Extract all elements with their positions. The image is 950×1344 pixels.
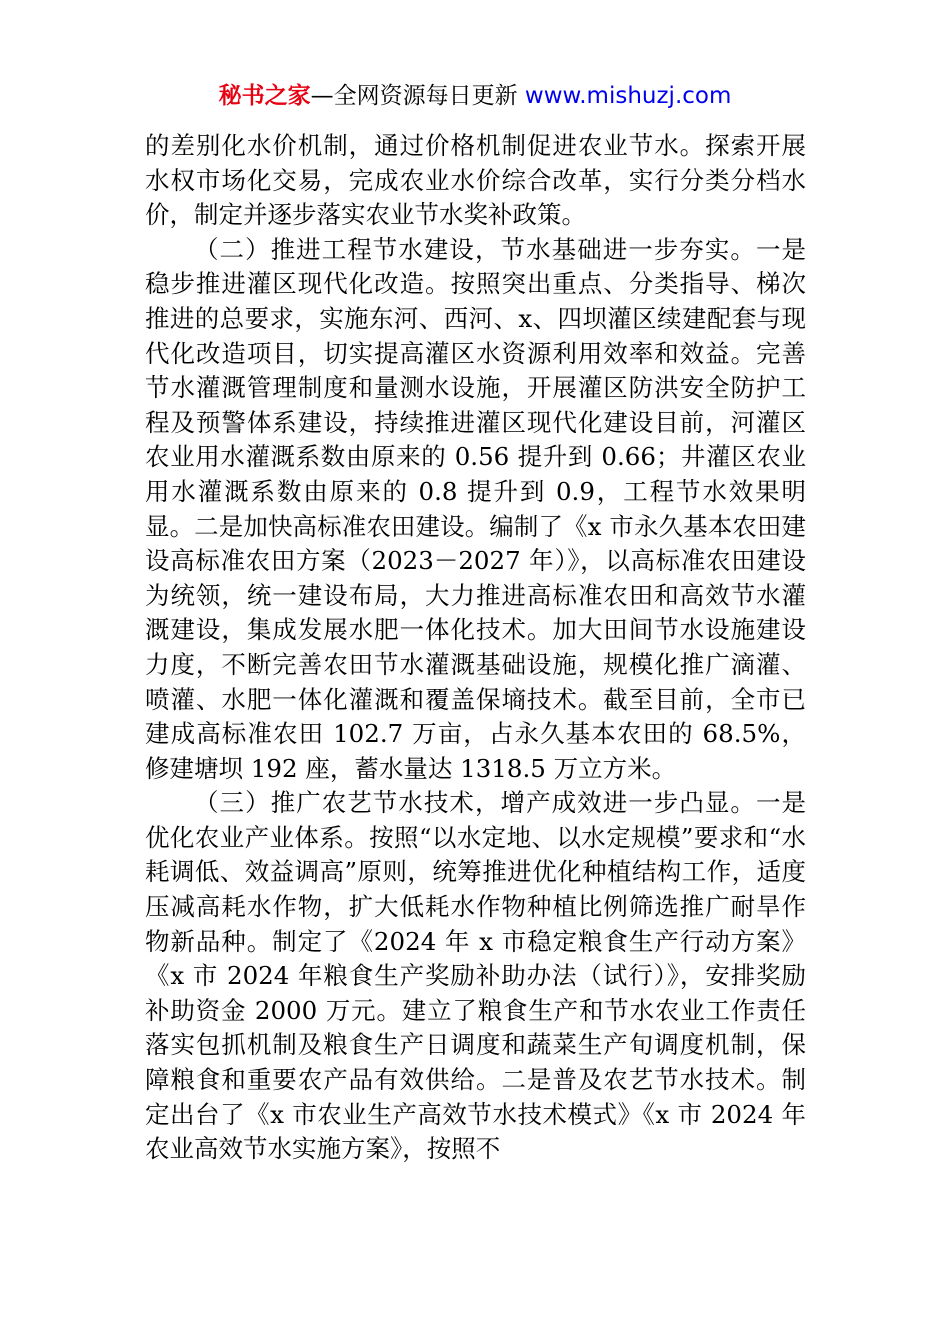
site-brand: 秘书之家 [218, 83, 311, 109]
paragraph-continued: 的差别化水价机制，通过价格机制促进农业节水。探索开展水权市场化交易，完成农业水价综合改革，实行分类分档水价，制定并逐步落实农业节水奖补政策。 [145, 131, 806, 230]
document-body [145, 129, 806, 1167]
site-url-link[interactable]: www.mishuzj.com [524, 83, 732, 109]
paragraph-engineering-water-saving: （二）推进工程节水建设，节水基础进一步夯实。一是稳步推进灌区现代化改造。按照突出重点、分类指导、梯次推进的总要求，实施东河、西河、x、四坝灌区续建配套与现代化改造项目，切实提高灌区水资源利用效率和效益。完善节水灌溉管理制度和量测水设施，开展灌区防洪安全防护工程及预警体系建设，持续推进灌区现代化建设目前，河灌区农业用水灌溉系数由原来的 0.56 提升到 0.66；井灌区农业用水灌溉系数由原来的 0.8 提升到 0.9，工程节水效果明显。二是加快高标准农田建设。编制了《x 市永久基本农田建设高标准农田方案（2023－2027 年）》，以高标准农田建设为统领，统一建设布局，大力推进高标准农田和高效节水灌溉建设，集成发展水肥一体化技术。加大田间节水设施建设力度，不断完善农田节水灌溉基础设施，规模化推广滴灌、喷灌、水肥一体化灌溉和覆盖保墒技术。截至目前，全市已建成高标准农田 102.7 万亩，占永久基本农田的 68.5%，修建塘坝 192 座，蓄水量达 1318.5 万立方米。 [145, 234, 806, 783]
site-header [0, 80, 950, 112]
paragraph-agronomic-water-saving: （三）推广农艺节水技术，增产成效进一步凸显。一是优化农业产业体系。按照“以水定地、以水定规模”要求和“水耗调低、效益调高”原则，统筹推进优化种植结构工作，适度压减高耗水作物，扩大低耗水作物种植比例筛选推广耐旱作物新品种。制定了《2024 年 x 市稳定粮食生产行动方案》《x 市 2024 年粮食生产奖励补助办法（试行）》，安排奖励补助资金 2000 万元。建立了粮食生产和节水农业工作责任落实包抓机制及粮食生产日调度和蔬菜生产旬调度机制，保障粮食和重要农产品有效供给。二是普及农艺节水技术。制定出台了《x 市农业生产高效节水技术模式》《x 市 2024 年农业高效节水实施方案》，按照不 [145, 788, 806, 1164]
site-tagline: —全网资源每日更新 [310, 83, 518, 109]
